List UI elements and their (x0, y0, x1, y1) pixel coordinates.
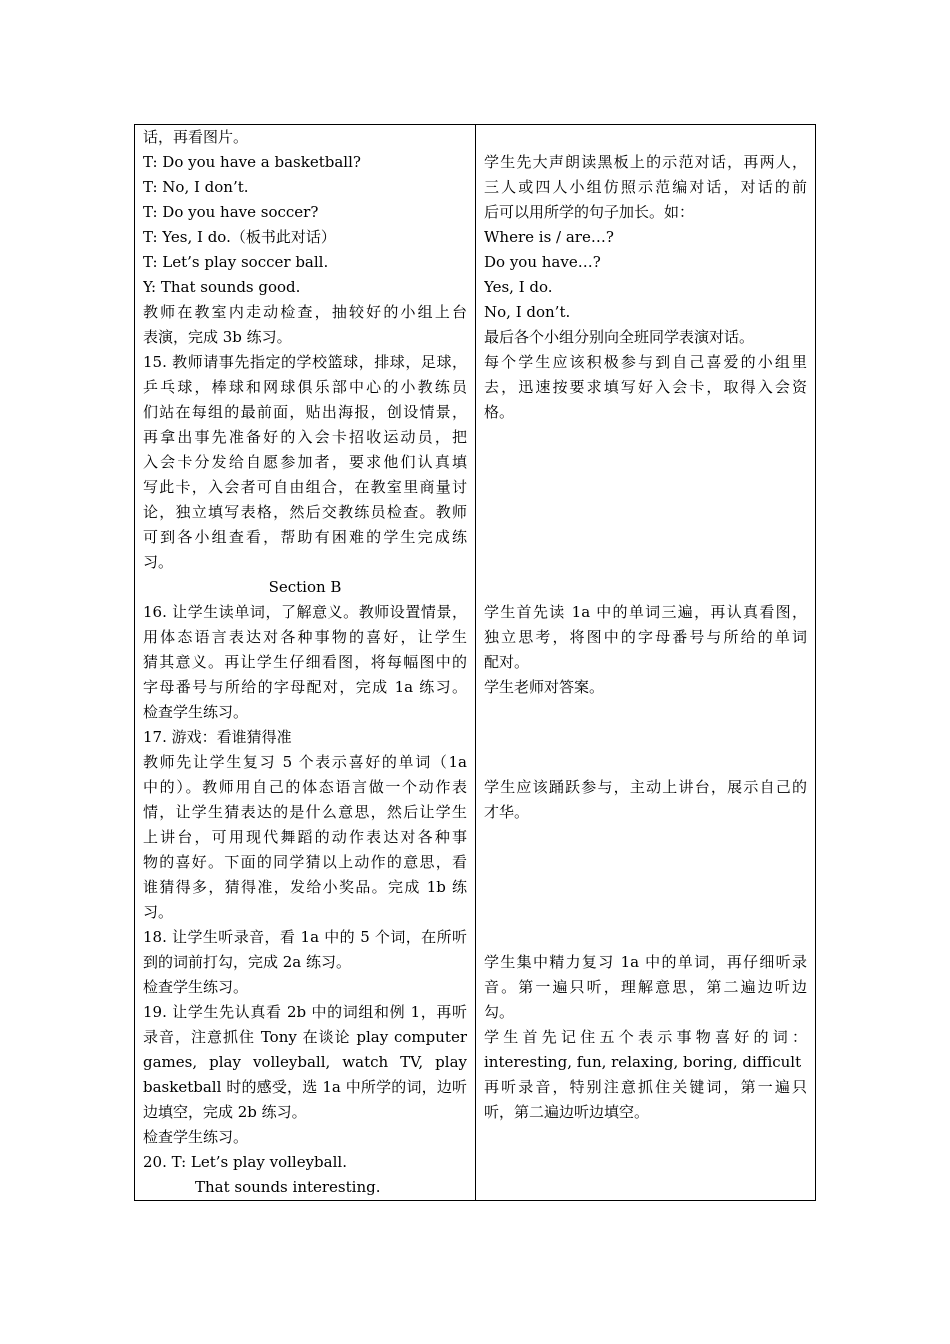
text-line: 学生先大声朗读黑板上的示范对话，再两人， (484, 153, 807, 171)
text-line: 上讲台，可用现代舞蹈的动作表达对各种事 (143, 828, 467, 846)
teacher-activity-column (135, 125, 476, 1201)
text-line: 学生集中精力复习 1a 中的单词，再仔细听录 (484, 953, 807, 971)
text-line: 可到各小组查看，帮助有困难的学生完成练 (143, 528, 467, 546)
text-line: 情，让学生猜表达的是什么意思，然后让学生 (143, 803, 467, 821)
text-line: 再拿出事先准备好的入会卡招收运动员，把 (143, 428, 467, 446)
text-line: 格。 (484, 403, 515, 421)
text-line: Y: That sounds good. (143, 278, 301, 296)
text-line: 听，第二遍边听边填空。 (484, 1103, 650, 1121)
text-line: 配对。 (484, 653, 530, 671)
text-line: 检查学生练习。 (143, 703, 249, 721)
text-line: 最后各个小组分别向全班同学表演对话。 (484, 328, 755, 346)
text-line: 中的）。教师用自己的体态语言做一个动作表 (143, 778, 467, 796)
text-line: 字母番号与所给的字母配对，完成 1a 练习。 (143, 678, 467, 696)
text-line: 论，独立填写表格，然后交教练员检查。教师 (143, 503, 467, 521)
text-line: Yes, I do. (484, 278, 553, 296)
text-line: 谁猜得多，猜得准，发给小奖品。完成 1b 练 (143, 878, 467, 896)
text-line: 学生首先读 1a 中的单词三遍，再认真看图， (484, 603, 807, 621)
text-line: 教师在教室内走动检查，抽较好的小组上台 (143, 303, 467, 321)
text-line: 检查学生练习。 (143, 1128, 249, 1146)
text-line: 音。第一遍只听，理解意思，第二遍边听边 (484, 978, 807, 996)
text-line: 去，迅速按要求填写好入会卡，取得入会资 (484, 378, 807, 396)
text-line: 边填空，完成 2b 练习。 (143, 1103, 307, 1121)
text-line: 19. 让学生先认真看 2b 中的词组和例 1，再听 (143, 1003, 467, 1021)
text-line: 话，再看图片。 (143, 128, 249, 146)
text-line: T: Do you have a basketball? (143, 153, 361, 171)
text-line: 入会卡分发给自愿参加者，要求他们认真填 (143, 453, 467, 471)
text-line: 再听录音，特别注意抓住关键词，第一遍只 (484, 1078, 807, 1096)
text-line: T: Let’s play soccer ball. (143, 253, 329, 271)
text-line: 学生老师对答案。 (484, 678, 605, 696)
text-line: interesting, fun, relaxing, boring, difficult (484, 1053, 802, 1071)
text-line: That sounds interesting. (195, 1178, 381, 1196)
text-line: 三人或四人小组仿照示范编对话，对话的前 (484, 178, 807, 196)
text-line: 物的喜好。下面的同学猜以上动作的意思，看 (143, 853, 467, 871)
text-line: Where is / are…? (484, 228, 614, 246)
text-line: 表演，完成 3b 练习。 (143, 328, 292, 346)
text-line: 后可以用所学的句子加长。如： (484, 203, 695, 221)
text-line: 学生应该踊跃参与，主动上讲台，展示自己的 (484, 778, 807, 796)
text-line: games, play volleyball, watch TV, play (143, 1053, 467, 1071)
text-line: 20. T: Let’s play volleyball. (143, 1153, 347, 1171)
text-line: 到的词前打勾，完成 2a 练习。 (143, 953, 352, 971)
section-heading: Section B (268, 578, 342, 596)
text-line: 独立思考，将图中的字母番号与所给的单词 (484, 628, 807, 646)
text-line: T: No, I don’t. (143, 178, 249, 196)
text-line: 17. 游戏：看谁猜得准 (143, 728, 292, 746)
lesson-plan-table (134, 124, 816, 1201)
text-line: 们站在每组的最前面，贴出海报，创设情景， (143, 403, 467, 421)
table-row (135, 125, 816, 1201)
text-line: 习。 (143, 903, 174, 921)
text-line: 16. 让学生读单词，了解意义。教师设置情景， (143, 603, 467, 621)
text-line: 乒乓球，棒球和网球俱乐部中心的小教练员 (143, 378, 467, 396)
student-activity-column (476, 125, 816, 1201)
text-line: 猜其意义。再让学生仔细看图，将每幅图中的 (143, 653, 467, 671)
text-line: 18. 让学生听录音，看 1a 中的 5 个词，在所听 (143, 928, 467, 946)
text-line: 勾。 (484, 1003, 515, 1021)
text-line: 习。 (143, 553, 174, 571)
text-line: Do you have…? (484, 253, 601, 271)
text-line: 才华。 (484, 803, 530, 821)
text-line: 检查学生练习。 (143, 978, 249, 996)
text-line: No, I don’t. (484, 303, 571, 321)
text-line: 录音，注意抓住 Tony 在谈论 play computer (143, 1028, 467, 1046)
text-line: 写此卡，入会者可自由组合，在教室里商量讨 (143, 478, 467, 496)
text-line: 每个学生应该积极参与到自己喜爱的小组里 (484, 353, 807, 371)
text-line: basketball 时的感受，选 1a 中所学的词，边听 (143, 1078, 467, 1096)
text-line: 教师先让学生复习 5 个表示喜好的单词（1a (143, 753, 467, 771)
text-line: 学生首先记住五个表示事物喜好的词： (484, 1028, 807, 1046)
text-line: T: Do you have soccer? (143, 203, 319, 221)
text-line: 15. 教师请事先指定的学校篮球，排球，足球， (143, 353, 467, 371)
text-line: 用体态语言表达对各种事物的喜好，让学生 (143, 628, 467, 646)
text-line: T: Yes, I do.（板书此对话） (143, 228, 336, 246)
